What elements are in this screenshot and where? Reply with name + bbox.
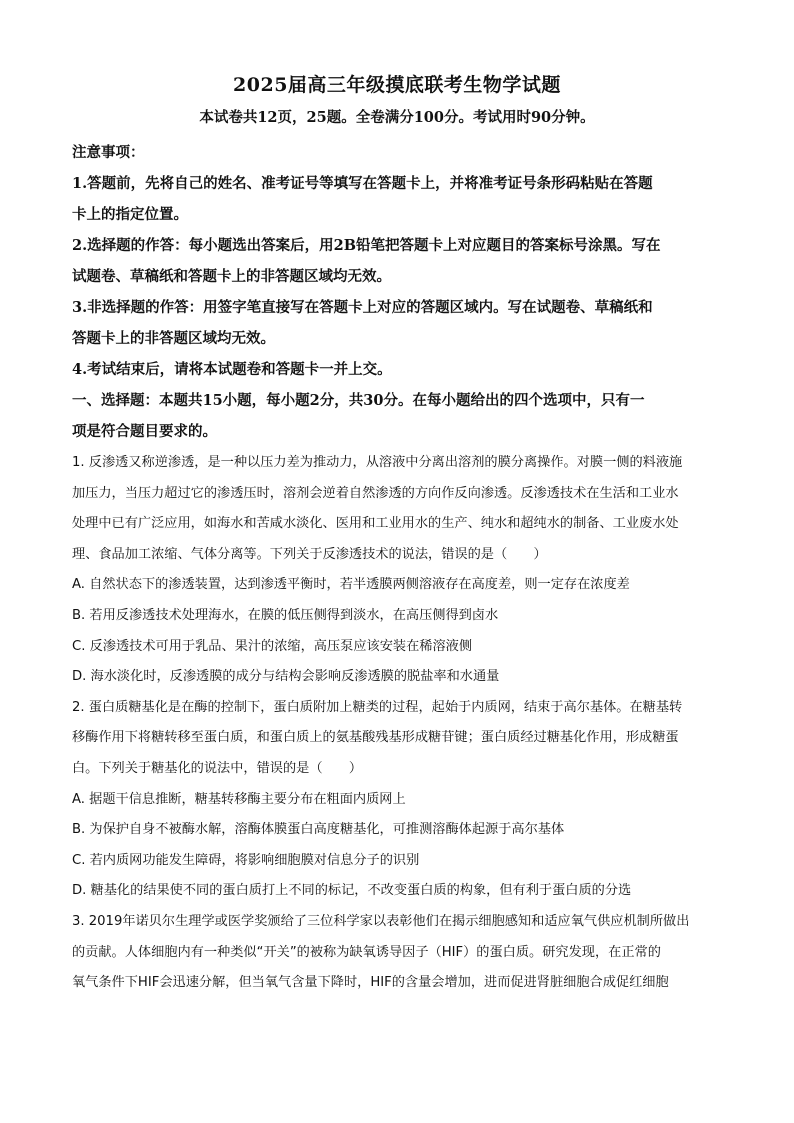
exam-info: 本试卷共12页，25题。全卷满分100分。考试用时90分钟。 xyxy=(199,109,595,126)
notes-block xyxy=(72,137,722,447)
question-3-text: 氧气条件下HIF会迅速分解，但当氧气含量下降时，HIF的含量会增加，进而促进肾脏细胞合成促红细胞 xyxy=(72,975,669,991)
question-2-option-b: B. 为保护自身不被酶水解，溶酶体膜蛋白高度糖基化，可推测溶酶体起源于高尔基体 xyxy=(72,822,565,838)
question-1-option-d: D. 海水淡化时，反渗透膜的成分与结构会影响反渗透膜的脱盐率和水通量 xyxy=(72,669,500,685)
question-2-text: 移酶作用下将糖转移至蛋白质，和蛋白质上的氨基酸残基形成糖苷键；蛋白质经过糖基化作用，形成糖蛋 xyxy=(72,730,679,746)
note-line: 试题卷、草稿纸和答题卡上的非答题区域均无效。 xyxy=(72,268,391,285)
note-line: 卡上的指定位置。 xyxy=(72,206,188,223)
question-2-option-c: C. 若内质网功能发生障碍，将影响细胞膜对信息分子的识别 xyxy=(72,852,420,868)
question-2-text: 2. 蛋白质糖基化是在酶的控制下，蛋白质附加上糖类的过程，起始于内质网，结束于高尔基体。在糖基转 xyxy=(72,699,683,715)
notes-heading: 注意事项： xyxy=(72,144,145,161)
question-2-option-d: D. 糖基化的结果使不同的蛋白质打上不同的标记，不改变蛋白质的构象，但有利于蛋白质的分选 xyxy=(72,883,632,899)
note-line: 2.选择题的作答：每小题选出答案后，用2B铅笔把答题卡上对应题目的答案标号涂黑。写在 xyxy=(72,237,661,254)
question-3-text: 3. 2019年诺贝尔生理学或医学奖颁给了三位科学家以表彰他们在揭示细胞感知和适应氧气供应机制所做出 xyxy=(72,913,690,929)
question-1-text: 1. 反渗透又称逆渗透，是一种以压力差为推动力，从溶液中分离出溶剂的膜分离操作。对膜一侧的料液施 xyxy=(72,455,683,470)
question-1-text: 加压力，当压力超过它的渗透压时，溶剂会逆着自然渗透的方向作反向渗透。反渗透技术在生活和工业水 xyxy=(72,485,679,501)
question-2-text: 白。下列关于糖基化的说法中，错误的是（ ） xyxy=(72,760,363,776)
question-2-option-a: A. 据题干信息推断，糖基转移酶主要分布在粗面内质网上 xyxy=(72,791,406,807)
section-heading: 一、选择题：本题共15小题，每小题2分，共30分。在每小题给出的四个选项中，只有一 xyxy=(72,392,645,409)
question-1-text: 处理中已有广泛应用，如海水和苦咸水淡化、医用和工业用水的生产、纯水和超纯水的制备、工业废水处 xyxy=(72,516,679,532)
note-line: 4.考试结束后，请将本试题卷和答题卡一并上交。 xyxy=(72,361,392,378)
question-1-option-b: B. 若用反渗透技术处理海水，在膜的低压侧得到淡水，在高压侧得到卤水 xyxy=(72,607,499,623)
question-3-text: 的贡献。人体细胞内有一种类似“开关”的被称为缺氧诱导因子（HIF）的蛋白质。研究发现，在正常的 xyxy=(72,944,661,960)
question-1-text: 理、食品加工浓缩、气体分离等。下列关于反渗透技术的说法，错误的是（ ） xyxy=(72,546,547,562)
questions-block xyxy=(72,448,722,999)
note-line: 答题卡上的非答题区域均无效。 xyxy=(72,330,275,347)
question-1-option-a: A. 自然状态下的渗透装置，达到渗透平衡时，若半透膜两侧溶液存在高度差，则一定存在浓度差 xyxy=(72,577,630,593)
note-line: 1.答题前，先将自己的姓名、准考证号等填写在答题卡上，并将准考证号条形码粘贴在答题 xyxy=(72,175,653,192)
section-heading: 项是符合题目要求的。 xyxy=(72,423,217,440)
question-1-option-c: C. 反渗透技术可用于乳品、果汁的浓缩，高压泵应该安装在稀溶液侧 xyxy=(72,638,473,654)
note-line: 3.非选择题的作答：用签字笔直接写在答题卡上对应的答题区域内。写在试题卷、草稿纸和 xyxy=(72,299,653,316)
page-title: 2025届高三年级摸底联考生物学试题 xyxy=(233,74,561,96)
